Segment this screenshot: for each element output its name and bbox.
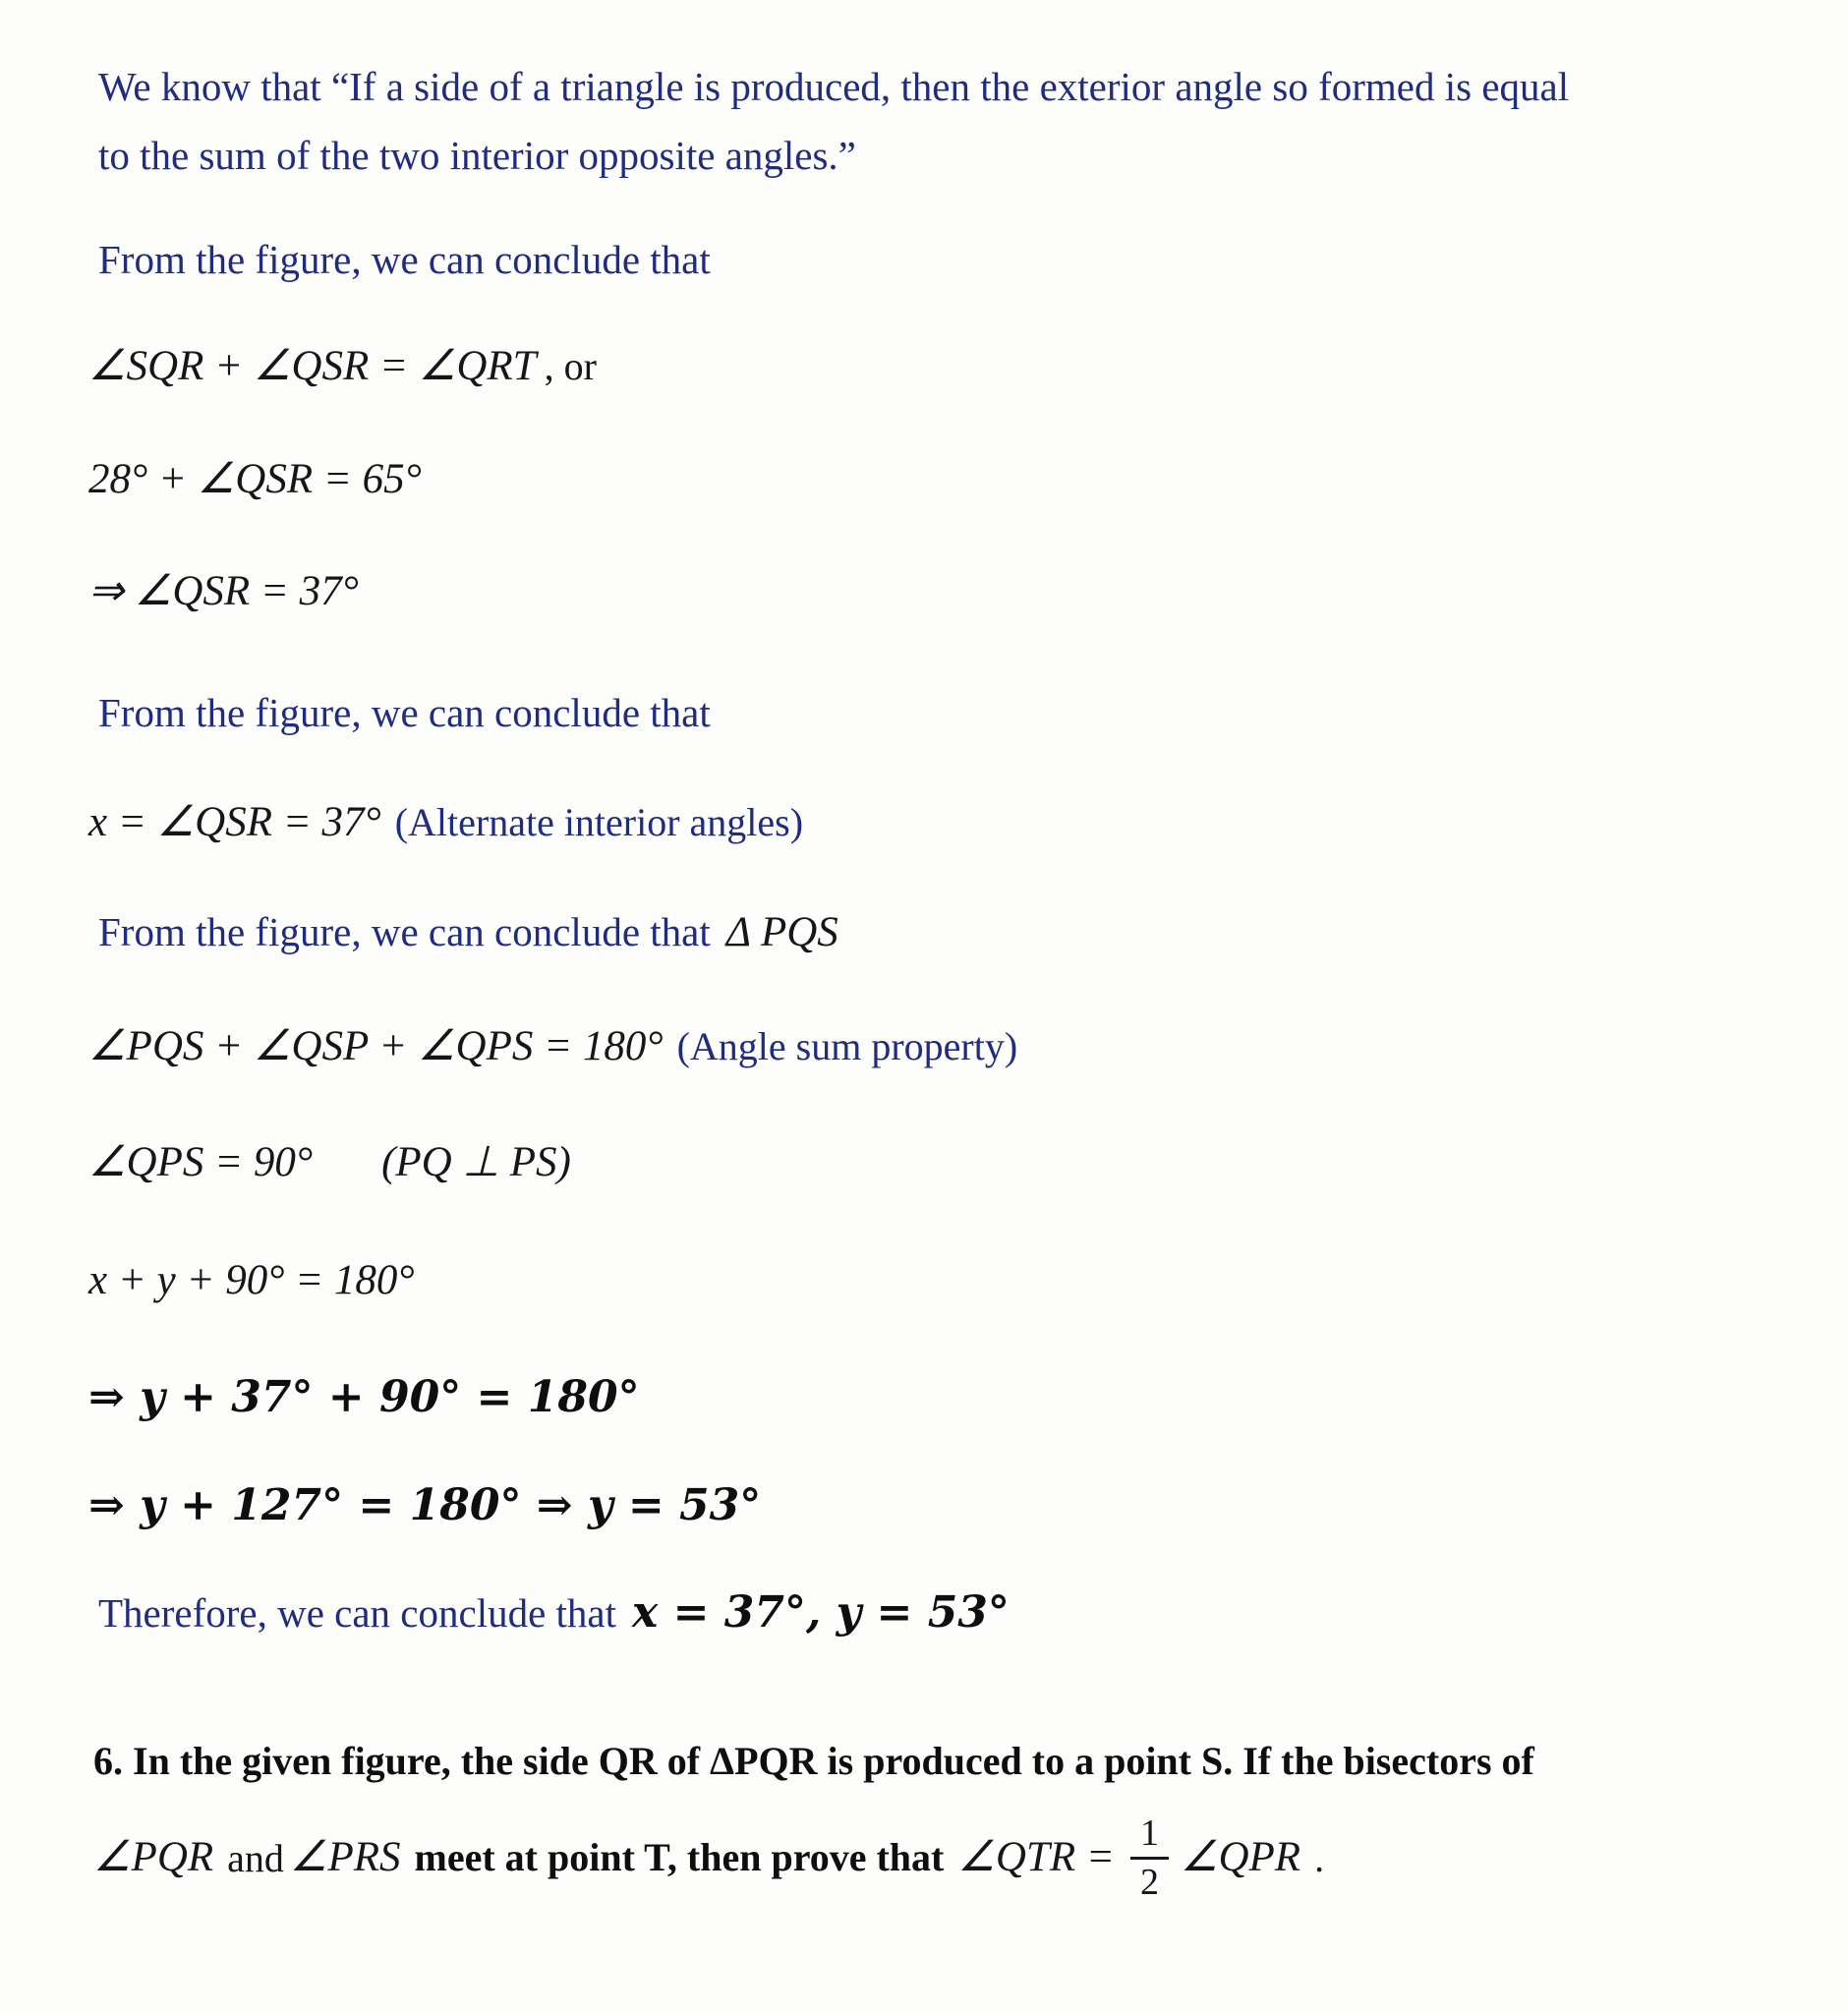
lead-line-2: From the figure, we can conclude that	[98, 690, 711, 735]
equation-angle-sum-math: ∠PQS + ∠QSP + ∠QPS = 180°	[88, 1023, 664, 1069]
equation-angle-sum	[88, 1019, 1017, 1074]
and-word: and	[227, 1835, 284, 1880]
question-6-line-1: 6. In the given figure, the side QR of ΔPQR is produced to a point S. If the bisectors of	[93, 1739, 1534, 1783]
equation-qps-90	[88, 1135, 571, 1190]
fraction-denominator: 2	[1139, 1861, 1159, 1903]
equation-exterior-sum-tail: , or	[544, 344, 597, 388]
equation-y-37-90: ⇒ y + 37° + 90° = 180°	[88, 1372, 640, 1422]
equation-x-37-math: x = ∠QSR = 37°	[88, 799, 381, 845]
equation-qsr-37: ⇒ ∠QSR = 37°	[88, 568, 359, 614]
question-6-line-2	[93, 1797, 1324, 1919]
intro-paragraph	[98, 52, 1569, 190]
intro-line-1: We know that “If a side of a triangle is produced, then the exterior angle so formed is equal	[98, 64, 1570, 109]
equation-exterior-sum-math: ∠SQR + ∠QSR = ∠QRT	[88, 343, 537, 389]
equation-x-y-90: x + y + 90° = 180°	[88, 1257, 415, 1303]
equation-x-37	[88, 795, 803, 850]
conclusion-line	[98, 1585, 1010, 1640]
one-half-fraction	[1130, 1812, 1169, 1905]
conclusion-math: x = 37°, y = 53°	[632, 1587, 1010, 1638]
angle-pqr-math: ∠PQR	[93, 1834, 214, 1880]
question-6-mid-text: meet at point T, then prove that	[414, 1835, 945, 1879]
intro-line-2: to the sum of the two interior opposite angles.”	[98, 133, 856, 178]
equation-qps-90-math: ∠QPS = 90°	[88, 1139, 314, 1185]
triangle-pqs-math: Δ PQS	[725, 909, 838, 955]
fraction-numerator: 1	[1130, 1812, 1169, 1860]
angle-qpr-math: ∠QPR	[1180, 1834, 1301, 1880]
angle-sum-property-note: (Angle sum property)	[676, 1024, 1018, 1068]
question-6-period: .	[1314, 1835, 1325, 1880]
lead-line-3-text: From the figure, we can conclude that	[98, 909, 711, 954]
lead-line-3	[98, 905, 838, 960]
angle-prs-math: ∠PRS	[289, 1834, 401, 1880]
equation-exterior-sum	[88, 339, 597, 394]
conclusion-text: Therefore, we can conclude that	[98, 1590, 617, 1636]
alternate-interior-angles-note: (Alternate interior angles)	[394, 800, 804, 844]
equation-28-plus-qsr: 28° + ∠QSR = 65°	[88, 456, 422, 502]
pq-perpendicular-ps-paren: (PQ ⊥ PS)	[381, 1139, 571, 1185]
lead-line-1: From the figure, we can conclude that	[98, 237, 711, 282]
angle-qtr-equals-math: ∠QTR =	[957, 1834, 1115, 1880]
equation-y-127: ⇒ y + 127° = 180° ⇒ y = 53°	[88, 1480, 762, 1530]
